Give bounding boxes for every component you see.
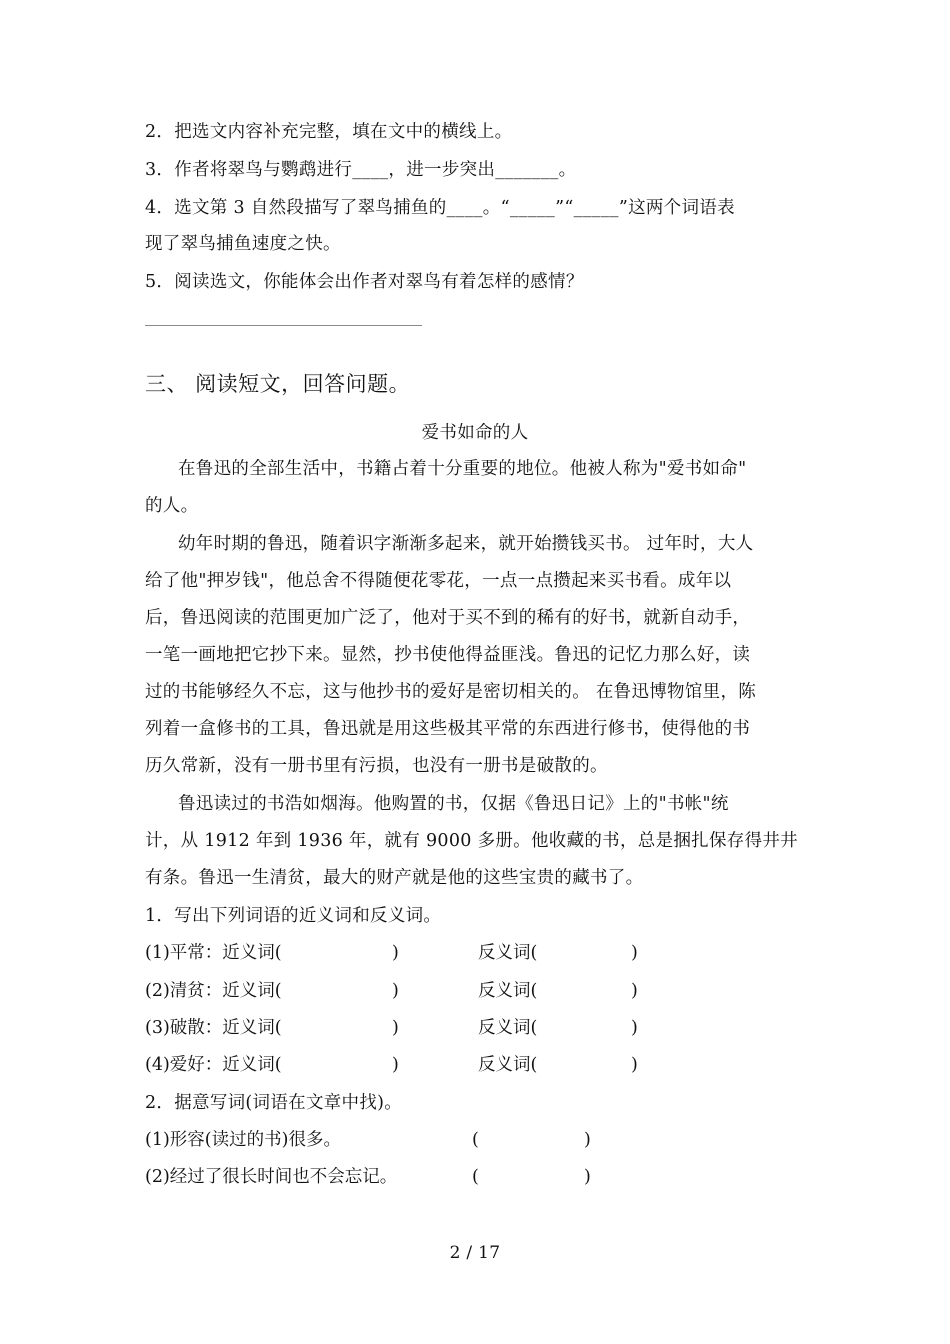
q1-row-2-antonym-label: 反义词(: [478, 981, 538, 1001]
q1-row-4-synonym-label: (4)爱好：近义词(: [145, 1055, 282, 1075]
q1-row-4-antonym-blank[interactable]: ): [631, 1055, 638, 1075]
q2-row-1-text: (1)形容(读过的书)很多。: [145, 1130, 341, 1150]
question-2-prompt: 2．据意写词(词语在文章中找)。: [145, 1093, 403, 1113]
q1-row-4-synonym-blank[interactable]: ): [392, 1055, 399, 1075]
q1-row-2-synonym-blank[interactable]: ): [392, 981, 399, 1001]
q2-row-2-close[interactable]: ): [584, 1167, 591, 1187]
paragraph-3-line-3: 有条。鲁迅一生清贫，最大的财产就是他的这些宝贵的藏书了。: [145, 868, 644, 888]
answer-line: [145, 325, 422, 326]
q1-row-3-synonym-blank[interactable]: ): [392, 1018, 399, 1038]
paragraph-3-line-1: 鲁迅读过的书浩如烟海。他购置的书，仅据《鲁迅日记》上的"书帐"统: [178, 794, 729, 814]
question-3-prev: 3．作者将翠鸟与鹦鹉进行____，进一步突出_______。: [145, 160, 577, 180]
paragraph-2-line-5: 过的书能够经久不忘，这与他抄书的爱好是密切相关的。 在鲁迅博物馆里，陈: [145, 682, 757, 702]
page-number: 2 / 17: [449, 1243, 501, 1263]
paragraph-2-line-4: 一笔一画地把它抄下来。显然，抄书使他得益匪浅。鲁迅的记忆力那么好，读: [145, 645, 751, 665]
q1-row-3-antonym-blank[interactable]: ): [631, 1018, 638, 1038]
q1-row-1-antonym-blank[interactable]: ): [631, 943, 638, 963]
paragraph-2-line-6: 列着一盒修书的工具，鲁迅就是用这些极其平常的东西进行修书，使得他的书: [145, 719, 751, 739]
q1-row-1-synonym-blank[interactable]: ): [392, 943, 399, 963]
q2-row-2-text: (2)经过了很长时间也不会忘记。: [145, 1167, 398, 1187]
q1-row-3-synonym-label: (3)破散：近义词(: [145, 1018, 282, 1038]
q1-row-3-antonym-label: 反义词(: [478, 1018, 538, 1038]
q1-row-1-synonym-label: (1)平常：近义词(: [145, 943, 282, 963]
q1-row-4-antonym-label: 反义词(: [478, 1055, 538, 1075]
paragraph-2-line-3: 后，鲁迅阅读的范围更加广泛了，他对于买不到的稀有的好书，就新自动手，: [145, 608, 751, 628]
paragraph-2-line-1: 幼年时期的鲁迅，随着识字渐渐多起来，就开始攒钱买书。 过年时，大人: [178, 534, 754, 554]
paragraph-1-line-1: 在鲁迅的全部生活中，书籍占着十分重要的地位。他被人称为"爱书如命": [178, 459, 747, 479]
question-5-prev: 5．阅读选文，你能体会出作者对翠鸟有着怎样的感情？: [145, 272, 584, 292]
question-4-prev-line1: 4．选文第 3 自然段描写了翠鸟捕鱼的____。“_____”“_____”这两个词语表: [145, 198, 735, 218]
paragraph-1-line-2: 的人。: [145, 496, 199, 516]
q1-row-1-antonym-label: 反义词(: [478, 943, 538, 963]
question-2-prev: 2．把选文内容补充完整，填在文中的横线上。: [145, 122, 513, 142]
q2-row-1-close[interactable]: ): [584, 1130, 591, 1150]
q2-row-1-open[interactable]: (: [472, 1130, 479, 1150]
paragraph-2-line-2: 给了他"押岁钱"，他总舍不得随便花零花，一点一点攒起来买书看。成年以: [145, 571, 732, 591]
question-4-prev-line2: 现了翠鸟捕鱼速度之快。: [145, 234, 341, 254]
section-heading: 三、 阅读短文，回答问题。: [145, 372, 411, 396]
q1-row-2-antonym-blank[interactable]: ): [631, 981, 638, 1001]
paragraph-2-line-7: 历久常新，没有一册书里有污损，也没有一册书是破散的。: [145, 756, 608, 776]
paragraph-3-line-2: 计，从 1912 年到 1936 年，就有 9000 多册。他收藏的书，总是捆扎保存得井井: [145, 831, 798, 851]
q1-row-2-synonym-label: (2)清贫：近义词(: [145, 981, 282, 1001]
q2-row-2-open[interactable]: (: [472, 1167, 479, 1187]
question-1-prompt: 1．写出下列词语的近义词和反义词。: [145, 906, 442, 926]
article-title: 爱书如命的人: [421, 423, 529, 443]
